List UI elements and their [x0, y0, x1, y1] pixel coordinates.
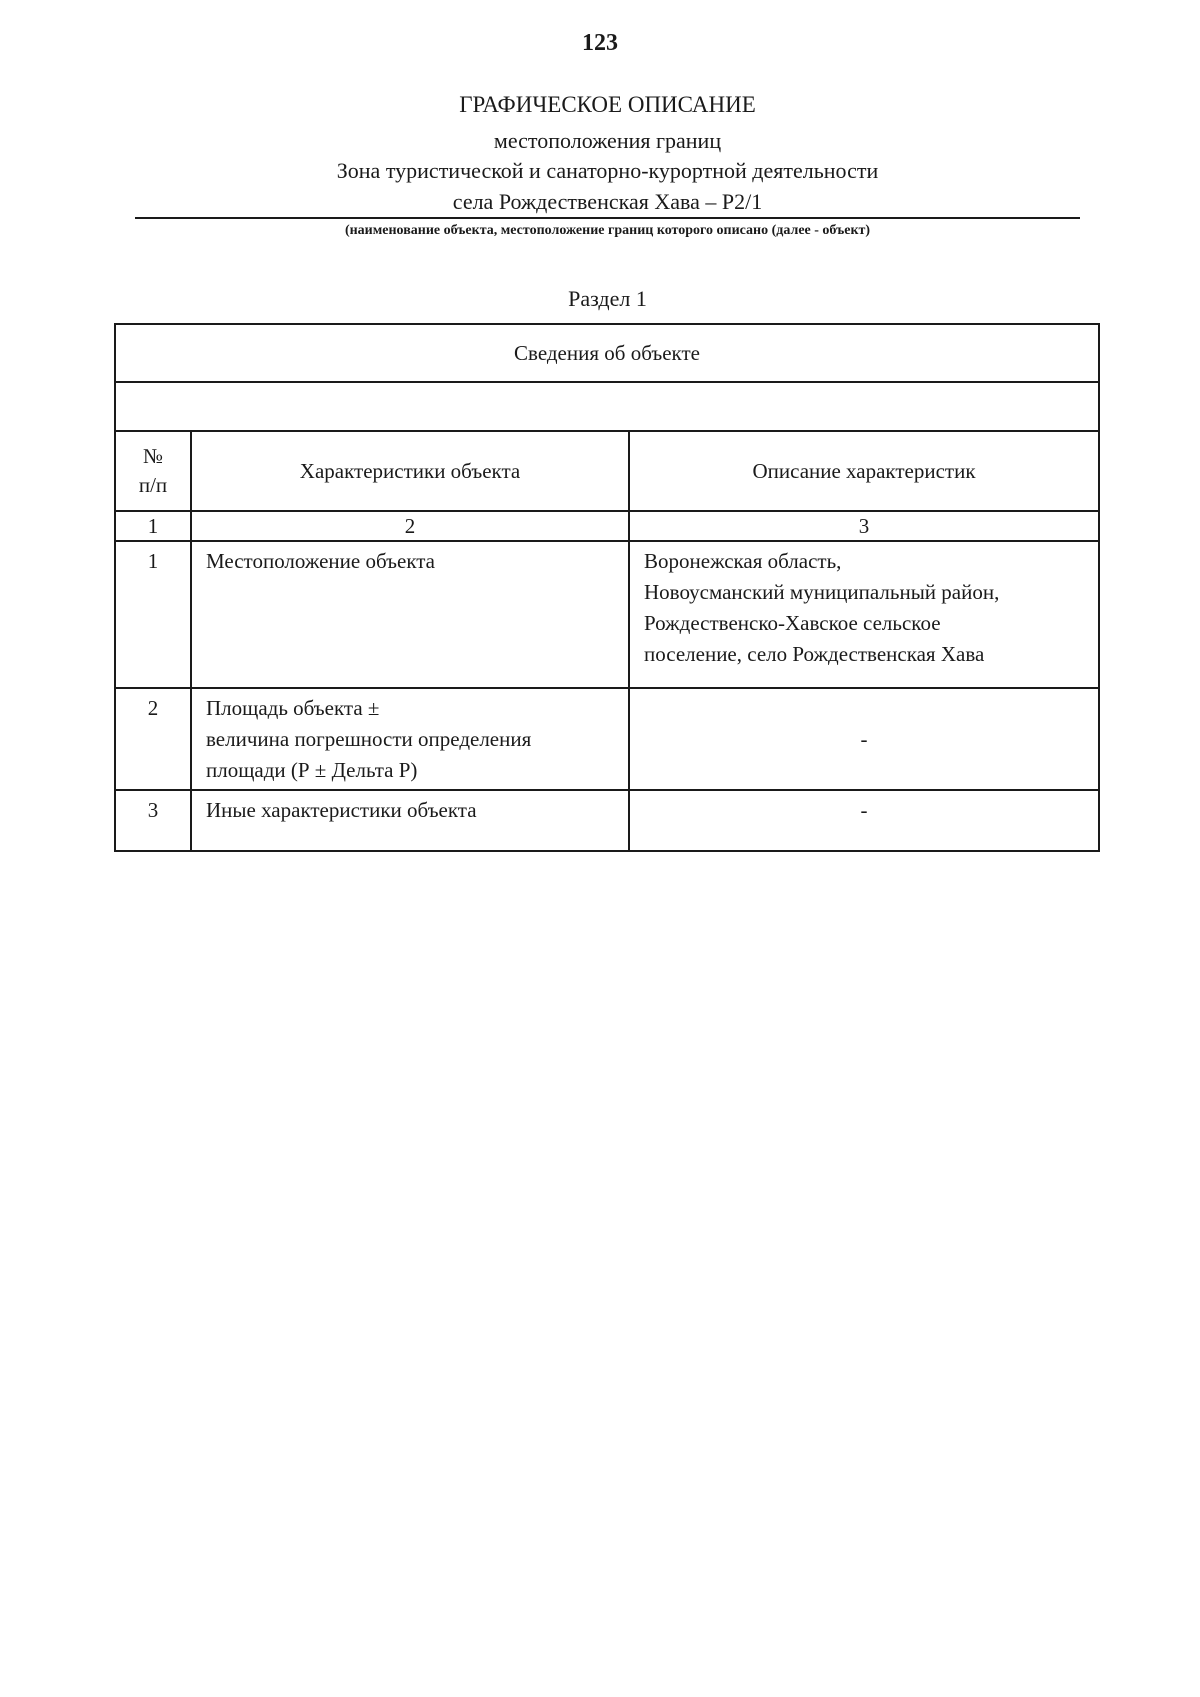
- table-empty-row: [115, 382, 1099, 431]
- row-number: 1: [115, 541, 191, 688]
- header-number-line-2: п/п: [138, 473, 168, 497]
- document-title: ГРАФИЧЕСКОЕ ОПИСАНИЕ: [459, 92, 756, 117]
- table-index-row: [115, 511, 1099, 541]
- title-underline: [135, 217, 1080, 219]
- row-description: [629, 541, 1099, 688]
- characteristic-line: Иные характеристики объекта: [206, 798, 477, 822]
- description-line: Воронежская область,: [644, 549, 842, 573]
- row-characteristic: [191, 790, 629, 851]
- subtitle-line-1: местоположения границ: [493, 128, 722, 153]
- row-characteristic: [191, 541, 629, 688]
- subtitle-line-2: Зона туристической и санаторно-курортной деятельности: [336, 158, 879, 183]
- header-number: [115, 431, 191, 511]
- description-line: Новоусманский муниципальный район,: [644, 580, 1000, 604]
- object-caption: (наименование объекта, местоположение границ которого описано (далее - объект): [344, 223, 871, 238]
- characteristic-line: Местоположение объекта: [206, 549, 436, 573]
- header-number-line-1: №: [142, 444, 164, 468]
- description-line: поселение, село Рождественская Хава: [644, 642, 985, 666]
- table-row: [115, 541, 1099, 688]
- row-characteristic: [191, 688, 629, 790]
- index-cell-2: 2: [191, 511, 629, 541]
- empty-cell: [115, 382, 1099, 431]
- table-header-row: [115, 431, 1099, 511]
- subtitle-line-3: села Рождественская Хава – Р2/1: [452, 189, 763, 214]
- characteristic-line: величина погрешности определения: [206, 727, 532, 751]
- row-number: 2: [115, 688, 191, 790]
- row-description: -: [629, 688, 1099, 790]
- row-number: 3: [115, 790, 191, 851]
- index-cell-1: 1: [115, 511, 191, 541]
- characteristic-line: площади (Р ± Дельта Р): [206, 758, 418, 782]
- section-label: Раздел 1: [568, 286, 647, 311]
- row-description: -: [629, 790, 1099, 851]
- table-title: Сведения об объекте: [115, 324, 1099, 382]
- characteristic-line: Площадь объекта ±: [206, 696, 380, 720]
- page-number: 123: [582, 30, 618, 56]
- index-cell-3: 3: [629, 511, 1099, 541]
- table-title-row: [115, 324, 1099, 382]
- header-description: Описание характеристик: [629, 431, 1099, 511]
- description-line: Рождественско-Хавское сельское: [644, 611, 941, 635]
- header-characteristics: Характеристики объекта: [191, 431, 629, 511]
- table-row: [115, 688, 1099, 790]
- table-row: [115, 790, 1099, 851]
- object-info-table: [114, 323, 1100, 852]
